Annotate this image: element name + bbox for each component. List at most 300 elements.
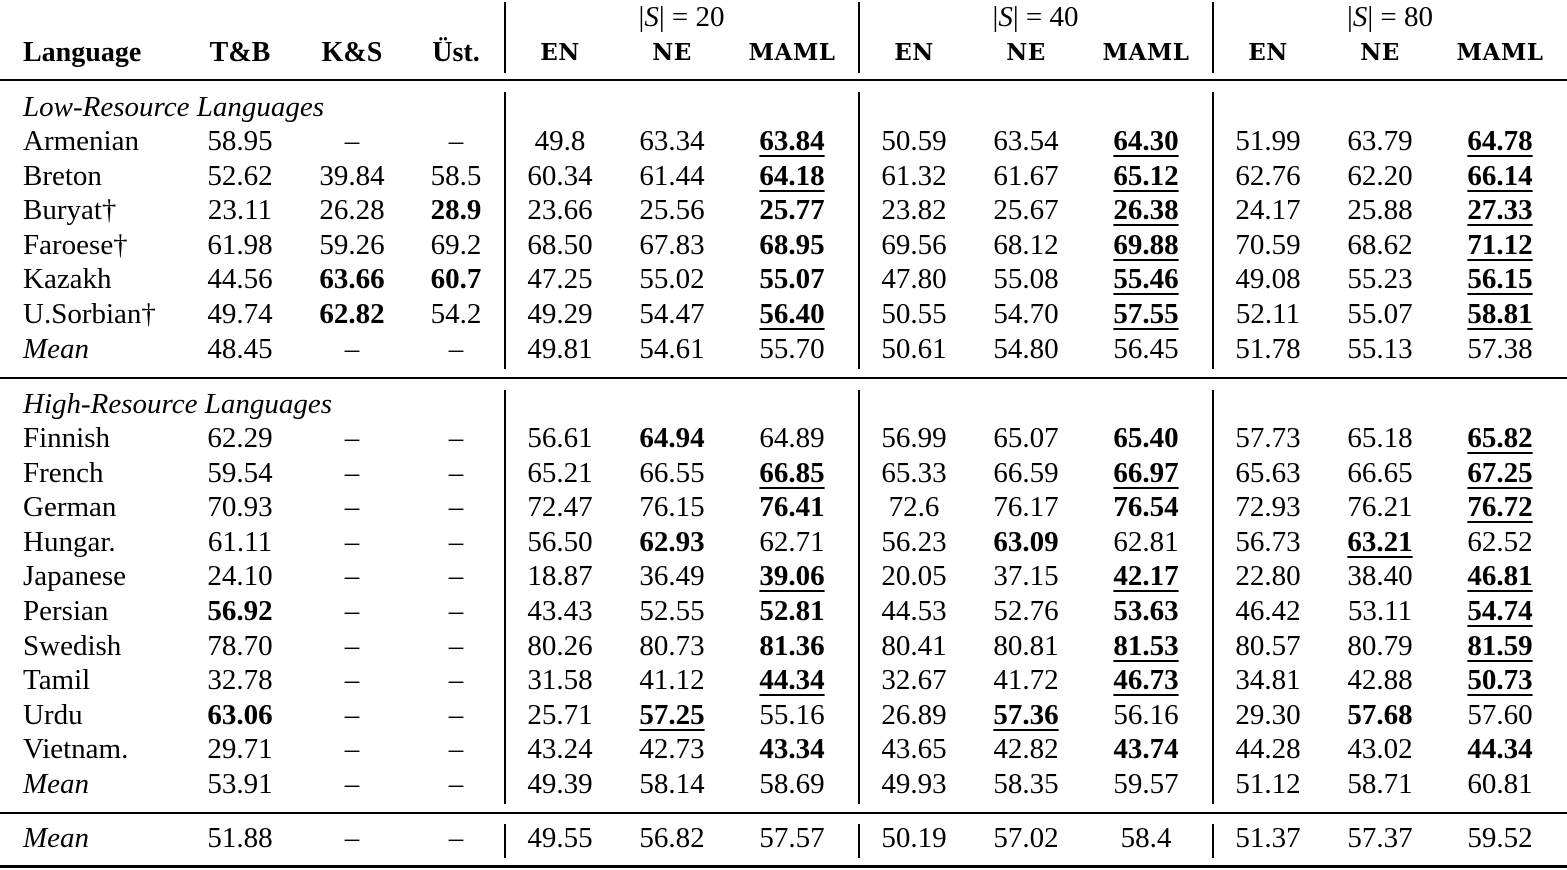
- cell-value: 44.53: [881, 595, 947, 627]
- cell-value: 62.76: [1235, 160, 1301, 192]
- row-language: Kazakh: [23, 263, 112, 295]
- cell-value: 26.89: [881, 699, 947, 731]
- cell-tb: 58.95: [207, 125, 273, 157]
- group-label-var: S: [998, 1, 1013, 33]
- cell-value: 31.58: [527, 664, 593, 696]
- cell-value: 76.15: [639, 491, 705, 523]
- cell-value: 41.72: [993, 664, 1059, 696]
- cell-value: 56.40: [759, 298, 825, 330]
- col-header-en-80: EN: [1248, 39, 1288, 66]
- vrule: [858, 2, 860, 73]
- cell-value: 25.77: [759, 194, 825, 226]
- row-language: Swedish: [23, 630, 122, 662]
- vrule: [504, 824, 506, 858]
- cell-value: 72.6: [888, 491, 940, 523]
- cell-value: 29.30: [1235, 699, 1301, 731]
- cell-tb: 63.06: [207, 699, 273, 731]
- vrule: [504, 2, 506, 73]
- cell-ks: –: [344, 333, 360, 365]
- cell-value: 44.34: [1467, 733, 1533, 765]
- cell-value: 62.20: [1347, 160, 1413, 192]
- cell-value: 58.4: [1120, 822, 1172, 854]
- cell-value: 50.61: [881, 333, 947, 365]
- group-header-s80: [1213, 0, 1567, 34]
- row-language: Hungar.: [23, 526, 116, 558]
- cell-value: 24.17: [1235, 194, 1301, 226]
- cell-value: 72.47: [527, 491, 593, 523]
- cell-value: 27.33: [1467, 194, 1533, 226]
- group-header-s20: [505, 0, 858, 34]
- cell-value: 80.41: [881, 630, 947, 662]
- cell-value: 57.25: [639, 699, 705, 731]
- cell-ks: 39.84: [319, 160, 385, 192]
- cell-tb: 44.56: [207, 263, 273, 295]
- cell-value: 49.29: [527, 298, 593, 330]
- cell-value: 57.68: [1347, 699, 1413, 731]
- cell-value: 47.25: [527, 263, 593, 295]
- cell-value: 57.37: [1347, 822, 1413, 854]
- cell-value: 65.33: [881, 457, 947, 489]
- cell-value: 51.78: [1235, 333, 1301, 365]
- cell-value: 41.12: [639, 664, 705, 696]
- cell-value: 43.43: [527, 595, 593, 627]
- cell-value: 57.60: [1467, 699, 1533, 731]
- cell-ust: –: [448, 595, 464, 627]
- cell-value: 26.38: [1113, 194, 1179, 226]
- vrule: [504, 390, 506, 804]
- col-header-maml-20: MAML: [748, 39, 836, 66]
- cell-ks: 63.66: [319, 263, 385, 295]
- cell-value: 69.56: [881, 229, 947, 261]
- section-title: High-Resource Languages: [23, 388, 333, 420]
- cell-value: 55.08: [993, 263, 1059, 295]
- cell-value: 58.69: [759, 768, 825, 800]
- cell-value: 56.73: [1235, 526, 1301, 558]
- cell-value: 81.59: [1467, 630, 1533, 662]
- cell-value: 32.67: [881, 664, 947, 696]
- cell-value: 76.41: [759, 491, 825, 523]
- cell-value: 54.47: [639, 298, 705, 330]
- cell-ks: –: [344, 664, 360, 696]
- cell-value: 49.93: [881, 768, 947, 800]
- cell-value: 66.14: [1467, 160, 1533, 192]
- cell-tb: 61.11: [207, 526, 273, 558]
- col-header-ne-20: NE: [652, 39, 692, 66]
- col-header-tb: T&B: [209, 37, 271, 68]
- cell-ust: –: [448, 822, 464, 854]
- row-language: Buryat†: [23, 194, 117, 226]
- col-header-maml-40: MAML: [1102, 39, 1190, 66]
- cell-ust: –: [448, 560, 464, 592]
- cell-value: 60.81: [1467, 768, 1533, 800]
- cell-value: 52.55: [639, 595, 705, 627]
- cell-value: 68.95: [759, 229, 825, 261]
- row-language: Persian: [23, 595, 109, 627]
- group-header-s40: [859, 0, 1212, 34]
- cell-value: 80.79: [1347, 630, 1413, 662]
- vrule: [1212, 390, 1214, 804]
- row-language: Breton: [23, 160, 102, 192]
- cell-value: 43.74: [1113, 733, 1179, 765]
- cell-value: 63.34: [639, 125, 705, 157]
- cell-ks: –: [344, 630, 360, 662]
- col-header-language: Language: [23, 37, 142, 68]
- row-language: Tamil: [23, 664, 91, 696]
- cell-tb: 61.98: [207, 229, 273, 261]
- cell-ks: –: [344, 768, 360, 800]
- cell-ust: –: [448, 630, 464, 662]
- cell-ks: 62.82: [319, 298, 385, 330]
- row-language: Faroese†: [23, 229, 128, 261]
- cell-value: 62.81: [1113, 526, 1179, 558]
- cell-value: 61.44: [639, 160, 705, 192]
- cell-ks: –: [344, 457, 360, 489]
- col-header-en-20: EN: [540, 39, 580, 66]
- cell-value: 39.06: [759, 560, 825, 592]
- cell-value: 18.87: [527, 560, 593, 592]
- cell-value: 55.70: [759, 333, 825, 365]
- cell-tb: 59.54: [207, 457, 273, 489]
- cell-value: 44.28: [1235, 733, 1301, 765]
- cell-value: 54.74: [1467, 595, 1533, 627]
- cell-tb: 78.70: [207, 630, 273, 662]
- cell-value: 66.85: [759, 457, 825, 489]
- cell-value: 50.73: [1467, 664, 1533, 696]
- cell-value: 66.65: [1347, 457, 1413, 489]
- cell-value: 23.82: [881, 194, 947, 226]
- group-label-suffix: | = 40: [1012, 1, 1079, 33]
- group-label-var: S: [644, 1, 659, 33]
- cell-value: 63.79: [1347, 125, 1413, 157]
- group-label-var: S: [1352, 1, 1368, 33]
- cell-value: 76.54: [1113, 491, 1179, 523]
- cell-ks: –: [344, 699, 360, 731]
- row-language: German: [23, 491, 117, 523]
- table-row: [0, 594, 1567, 628]
- cell-value: 44.34: [759, 664, 825, 696]
- cell-value: 55.07: [1347, 298, 1413, 330]
- cell-value: 20.05: [881, 560, 947, 592]
- cell-value: 76.72: [1467, 491, 1533, 523]
- cell-ust: –: [448, 422, 464, 454]
- cell-value: 55.46: [1113, 263, 1179, 295]
- cell-value: 57.73: [1235, 422, 1301, 454]
- cell-value: 64.94: [639, 422, 705, 454]
- cell-value: 53.63: [1113, 595, 1179, 627]
- cell-value: 56.15: [1467, 263, 1533, 295]
- cell-value: 66.97: [1113, 457, 1179, 489]
- cell-value: 59.57: [1113, 768, 1179, 800]
- table-row: [0, 262, 1567, 296]
- table-row: [0, 629, 1567, 663]
- cell-value: 49.55: [527, 822, 593, 854]
- cell-value: 56.45: [1113, 333, 1179, 365]
- cell-value: 52.76: [993, 595, 1059, 627]
- cell-value: 61.32: [881, 160, 947, 192]
- cell-ks: –: [344, 595, 360, 627]
- vrule: [1212, 2, 1214, 73]
- cell-value: 64.78: [1467, 125, 1533, 157]
- cell-value: 54.61: [639, 333, 705, 365]
- cell-value: 76.17: [993, 491, 1059, 523]
- cell-value: 42.88: [1347, 664, 1413, 696]
- cell-value: 65.12: [1113, 160, 1179, 192]
- cell-tb: 32.78: [207, 664, 273, 696]
- cell-ust: –: [448, 664, 464, 696]
- cell-value: 53.11: [1347, 595, 1413, 627]
- cell-value: 65.07: [993, 422, 1059, 454]
- cell-value: 49.08: [1235, 263, 1301, 295]
- row-language: Vietnam.: [23, 733, 129, 765]
- row-language: Armenian: [23, 125, 139, 157]
- cell-value: 54.80: [993, 333, 1059, 365]
- vrule: [1212, 92, 1214, 369]
- cell-value: 76.21: [1347, 491, 1413, 523]
- table-row: [0, 490, 1567, 524]
- cell-value: 67.83: [639, 229, 705, 261]
- row-language: Urdu: [23, 699, 83, 731]
- cell-value: 50.55: [881, 298, 947, 330]
- cell-value: 81.53: [1113, 630, 1179, 662]
- cell-value: 51.12: [1235, 768, 1301, 800]
- cell-tb: 24.10: [207, 560, 273, 592]
- cell-ks: 59.26: [319, 229, 385, 261]
- cell-value: 66.59: [993, 457, 1059, 489]
- cell-value: 49.8: [534, 125, 586, 157]
- table-row: [0, 159, 1567, 193]
- cell-ks: –: [344, 560, 360, 592]
- cell-value: 46.42: [1235, 595, 1301, 627]
- cell-value: 55.16: [759, 699, 825, 731]
- vrule: [1212, 824, 1214, 858]
- cell-value: 25.71: [527, 699, 593, 731]
- cell-value: 58.35: [993, 768, 1059, 800]
- vrule: [858, 92, 860, 369]
- cell-tb: 23.11: [207, 194, 273, 226]
- table-row: [0, 663, 1567, 697]
- cell-value: 67.25: [1467, 457, 1533, 489]
- cell-value: 64.30: [1113, 125, 1179, 157]
- col-header-en-40: EN: [894, 39, 934, 66]
- cell-value: 69.88: [1113, 229, 1179, 261]
- cell-ks: –: [344, 733, 360, 765]
- cell-value: 56.16: [1113, 699, 1179, 731]
- mean-row: [0, 332, 1567, 366]
- cell-value: 68.62: [1347, 229, 1413, 261]
- cell-ust: –: [448, 733, 464, 765]
- cell-value: 63.84: [759, 125, 825, 157]
- cell-value: 55.13: [1347, 333, 1413, 365]
- cell-value: 52.81: [759, 595, 825, 627]
- cell-value: 42.82: [993, 733, 1059, 765]
- cell-value: 68.12: [993, 229, 1059, 261]
- col-header-ust: Üst.: [432, 37, 480, 68]
- cell-value: 34.81: [1235, 664, 1301, 696]
- cell-value: 25.88: [1347, 194, 1413, 226]
- cell-value: 62.52: [1467, 526, 1533, 558]
- cell-value: 36.49: [639, 560, 705, 592]
- cell-value: 81.36: [759, 630, 825, 662]
- cell-value: 49.81: [527, 333, 593, 365]
- cell-tb: 49.74: [207, 298, 273, 330]
- mean-row: [0, 767, 1567, 801]
- header-column-row: [0, 36, 1567, 70]
- section-title-row: [0, 387, 1567, 421]
- row-language: Finnish: [23, 422, 111, 454]
- cell-value: 46.73: [1113, 664, 1179, 696]
- cell-ks: –: [344, 491, 360, 523]
- cell-tb: 29.71: [207, 733, 273, 765]
- row-language: U.Sorbian†: [23, 298, 156, 330]
- vrule: [858, 824, 860, 858]
- cell-value: 58.81: [1467, 298, 1533, 330]
- cell-value: 63.21: [1347, 526, 1413, 558]
- table-row: [0, 193, 1567, 227]
- group-label-suffix: | = 80: [1367, 1, 1433, 33]
- cell-value: 42.73: [639, 733, 705, 765]
- cell-value: 65.40: [1113, 422, 1179, 454]
- cell-value: 37.15: [993, 560, 1059, 592]
- col-header-ks: K&S: [321, 37, 383, 68]
- cell-value: 52.11: [1235, 298, 1301, 330]
- table-row: [0, 421, 1567, 455]
- cell-value: 70.59: [1235, 229, 1301, 261]
- cell-value: 25.56: [639, 194, 705, 226]
- cell-value: 62.71: [759, 526, 825, 558]
- cell-tb: 62.29: [207, 422, 273, 454]
- cell-ust: 28.9: [430, 194, 482, 226]
- bottom-rule: [0, 865, 1567, 868]
- group-label-prefix: |: [638, 1, 645, 33]
- cell-value: 71.12: [1467, 229, 1533, 261]
- cell-value: 57.02: [993, 822, 1059, 854]
- cell-ust: –: [448, 699, 464, 731]
- cell-ust: –: [448, 768, 464, 800]
- cell-tb: 56.92: [207, 595, 273, 627]
- overall-mean-row: [0, 821, 1567, 855]
- cell-value: 64.18: [759, 160, 825, 192]
- row-language: Mean: [23, 333, 90, 365]
- table-row: [0, 732, 1567, 766]
- cell-value: 49.39: [527, 768, 593, 800]
- table-row: [0, 456, 1567, 490]
- cell-value: 58.14: [639, 768, 705, 800]
- cell-value: 57.36: [993, 699, 1059, 731]
- cell-ust: 54.2: [430, 298, 482, 330]
- cell-value: 80.26: [527, 630, 593, 662]
- cell-value: 64.89: [759, 422, 825, 454]
- cell-value: 72.93: [1235, 491, 1301, 523]
- cell-ks: –: [344, 422, 360, 454]
- vrule: [504, 92, 506, 369]
- cell-ust: –: [448, 491, 464, 523]
- cell-value: 80.57: [1235, 630, 1301, 662]
- cell-value: 56.82: [639, 822, 705, 854]
- header-group-row: [0, 0, 1567, 34]
- cell-value: 57.55: [1113, 298, 1179, 330]
- cell-ust: 60.7: [430, 263, 482, 295]
- cell-value: 51.99: [1235, 125, 1301, 157]
- cell-value: 51.37: [1235, 822, 1301, 854]
- cell-value: 47.80: [881, 263, 947, 295]
- cell-tb: 51.88: [207, 822, 273, 854]
- cell-value: 50.59: [881, 125, 947, 157]
- cell-tb: 53.91: [207, 768, 273, 800]
- header-rule: [0, 79, 1567, 81]
- cell-value: 68.50: [527, 229, 593, 261]
- col-header-ne-80: NE: [1360, 39, 1400, 66]
- cell-tb: 52.62: [207, 160, 273, 192]
- cell-value: 65.63: [1235, 457, 1301, 489]
- table-row: [0, 124, 1567, 158]
- cell-value: 50.19: [881, 822, 947, 854]
- cell-value: 55.02: [639, 263, 705, 295]
- table-row: [0, 228, 1567, 262]
- table-row: [0, 525, 1567, 559]
- cell-ks: –: [344, 526, 360, 558]
- col-header-ne-40: NE: [1006, 39, 1046, 66]
- section-rule: [0, 377, 1567, 379]
- cell-ust: 58.5: [430, 160, 482, 192]
- cell-value: 65.82: [1467, 422, 1533, 454]
- cell-value: 65.18: [1347, 422, 1413, 454]
- cell-value: 43.65: [881, 733, 947, 765]
- table-row: [0, 559, 1567, 593]
- cell-value: 46.81: [1467, 560, 1533, 592]
- cell-value: 62.93: [639, 526, 705, 558]
- cell-value: 43.34: [759, 733, 825, 765]
- cell-value: 55.23: [1347, 263, 1413, 295]
- cell-ust: –: [448, 457, 464, 489]
- cell-ks: –: [344, 125, 360, 157]
- cell-value: 25.67: [993, 194, 1059, 226]
- cell-ust: –: [448, 333, 464, 365]
- table-row: [0, 297, 1567, 331]
- cell-value: 57.38: [1467, 333, 1533, 365]
- row-language: Mean: [23, 822, 90, 854]
- cell-value: 63.54: [993, 125, 1059, 157]
- col-header-maml-80: MAML: [1456, 39, 1544, 66]
- cell-value: 56.61: [527, 422, 593, 454]
- row-language: Mean: [23, 768, 90, 800]
- cell-value: 60.34: [527, 160, 593, 192]
- cell-value: 23.66: [527, 194, 593, 226]
- cell-value: 55.07: [759, 263, 825, 295]
- row-language: French: [23, 457, 104, 489]
- cell-value: 61.67: [993, 160, 1059, 192]
- cell-value: 63.09: [993, 526, 1059, 558]
- cell-value: 56.99: [881, 422, 947, 454]
- cell-tb: 48.45: [207, 333, 273, 365]
- cell-value: 59.52: [1467, 822, 1533, 854]
- cell-value: 57.57: [759, 822, 825, 854]
- cell-ust: –: [448, 125, 464, 157]
- group-label-suffix: | = 20: [658, 1, 725, 33]
- cell-value: 80.73: [639, 630, 705, 662]
- section-title: Low-Resource Languages: [23, 91, 324, 123]
- section-title-row: [0, 90, 1567, 124]
- cell-value: 56.50: [527, 526, 593, 558]
- cell-value: 54.70: [993, 298, 1059, 330]
- cell-value: 22.80: [1235, 560, 1301, 592]
- cell-value: 43.02: [1347, 733, 1413, 765]
- cell-ust: 69.2: [430, 229, 482, 261]
- cell-ks: –: [344, 822, 360, 854]
- row-language: Japanese: [23, 560, 127, 592]
- vrule: [858, 390, 860, 804]
- table-row: [0, 698, 1567, 732]
- cell-value: 43.24: [527, 733, 593, 765]
